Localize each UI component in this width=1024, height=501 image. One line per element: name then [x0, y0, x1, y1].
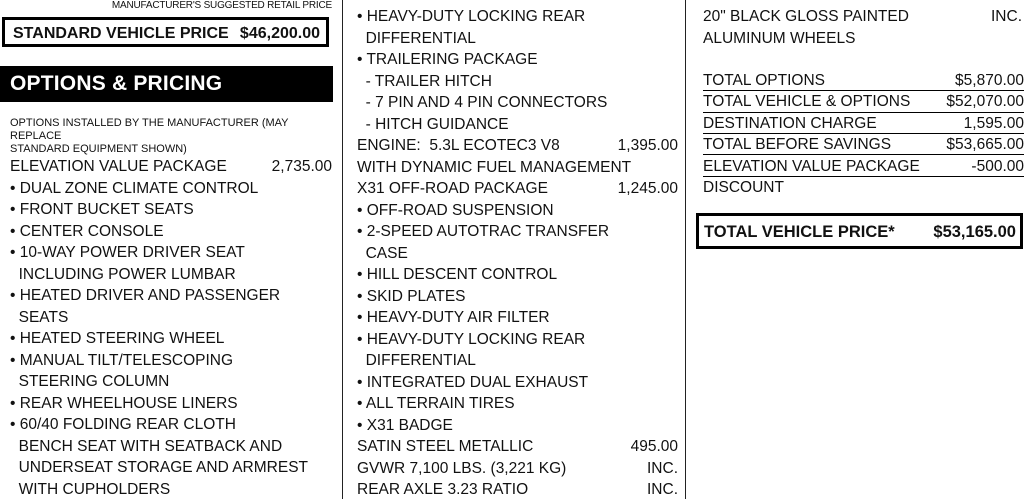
totals-row	[703, 113, 1024, 134]
option-line: • 10-WAY POWER DRIVER SEAT	[10, 244, 245, 261]
option-line: - 7 PIN AND 4 PIN CONNECTORS	[357, 94, 608, 111]
msrp-label: MANUFACTURER'S SUGGESTED RETAIL PRICE	[111, 0, 332, 11]
option-line: • OFF-ROAD SUSPENSION	[357, 201, 554, 219]
option-line: • INTEGRATED DUAL EXHAUST	[357, 373, 589, 391]
totals-row-value: $5,870.00	[955, 72, 1024, 89]
option-line: SEATS	[10, 308, 69, 326]
option-line: • SKID PLATES	[357, 287, 466, 305]
total-vehicle-price-box	[696, 213, 1023, 249]
option-line: CASE	[357, 244, 408, 262]
option-line: WITH CUPHOLDERS	[10, 480, 171, 498]
totals-row-label: TOTAL OPTIONS	[703, 72, 826, 89]
option-line: REAR AXLE 3.23 RATIO	[357, 481, 529, 498]
option-line: • FRONT BUCKET SEATS	[10, 201, 194, 218]
options-pricing-banner	[0, 66, 333, 102]
standard-price-label: STANDARD VEHICLE PRICE	[13, 25, 229, 42]
option-line: • HEATED DRIVER AND PASSENGER	[10, 287, 281, 304]
option-line: BENCH SEAT WITH SEATBACK AND	[10, 437, 283, 455]
wheels-line: ALUMINUM WHEELS	[703, 29, 856, 47]
totals-row-value: -500.00	[971, 157, 1024, 175]
options-note	[10, 117, 342, 156]
wheels-line: 20" BLACK GLOSS PAINTED	[703, 8, 909, 25]
option-line: • DUAL ZONE CLIMATE CONTROL	[10, 179, 259, 197]
total-vehicle-price-label: TOTAL VEHICLE PRICE*	[704, 223, 895, 241]
option-line: • REAR WHEELHOUSE LINERS	[10, 394, 238, 412]
option-line: X31 OFF-ROAD PACKAGE	[357, 180, 548, 197]
option-line: • 2-SPEED AUTOTRAC TRANSFER	[357, 223, 610, 240]
standard-price-box	[2, 17, 329, 47]
standard-price-value: $46,200.00	[239, 25, 320, 42]
options-column-1	[0, 0, 343, 499]
options-note-line: OPTIONS INSTALLED BY THE MANUFACTURER (MAY REPLACE	[10, 117, 289, 142]
option-line: • X31 BADGE	[357, 416, 453, 434]
option-line: • HEAVY-DUTY LOCKING REAR	[357, 8, 586, 25]
wheels-amount: INC.	[991, 8, 1022, 25]
options-column-2	[343, 0, 686, 499]
totals-row	[703, 91, 1024, 112]
option-line: ENGINE: 5.3L ECOTEC3 V8	[357, 137, 560, 154]
totals-row	[703, 70, 1024, 91]
total-vehicle-price-value: $53,165.00	[933, 223, 1016, 241]
option-line: GVWR 7,100 LBS. (3,221 KG)	[357, 459, 567, 477]
option-amount: INC.	[647, 459, 678, 477]
options-pricing-title: OPTIONS & PRICING	[10, 72, 223, 95]
totals-row-value: $52,070.00	[946, 93, 1024, 111]
option-line: • TRAILERING PACKAGE	[357, 51, 538, 68]
option-line: UNDERSEAT STORAGE AND ARMREST	[10, 459, 309, 476]
option-amount: INC.	[647, 481, 678, 498]
option-amount: 1,395.00	[617, 137, 678, 154]
totals-row	[703, 134, 1024, 155]
option-line: DIFFERENTIAL	[357, 352, 476, 369]
option-line: INCLUDING POWER LUMBAR	[10, 265, 236, 283]
option-line: SATIN STEEL METALLIC	[357, 438, 534, 455]
totals-row	[703, 156, 1024, 177]
totals-row-label: TOTAL BEFORE SAVINGS	[703, 136, 892, 154]
totals-row-label: DESTINATION CHARGE	[703, 114, 877, 132]
option-amount: 2,735.00	[271, 158, 332, 175]
options-note-line: STANDARD EQUIPMENT SHOWN)	[10, 143, 187, 155]
totals-row-label: TOTAL VEHICLE & OPTIONS	[703, 93, 911, 111]
option-line: • MANUAL TILT/TELESCOPING	[10, 351, 234, 369]
totals-row-value: 1,595.00	[963, 114, 1024, 132]
option-line: • HEAVY-DUTY AIR FILTER	[357, 309, 550, 326]
option-line: - TRAILER HITCH	[357, 72, 492, 90]
option-line: • 60/40 FOLDING REAR CLOTH	[10, 416, 236, 433]
option-line: STEERING COLUMN	[10, 373, 170, 390]
option-line: • HILL DESCENT CONTROL	[357, 266, 558, 283]
option-line: • HEAVY-DUTY LOCKING REAR	[357, 330, 586, 348]
option-line: • HEATED STEERING WHEEL	[10, 330, 225, 347]
option-line: • ALL TERRAIN TIRES	[357, 395, 515, 412]
option-line: DIFFERENTIAL	[357, 29, 476, 47]
totals-row-label: ELEVATION VALUE PACKAGE	[703, 157, 920, 175]
option-line: - HITCH GUIDANCE	[357, 115, 509, 133]
option-line: ELEVATION VALUE PACKAGE	[10, 158, 227, 175]
totals-column	[686, 0, 1024, 499]
totals-row-value: $53,665.00	[946, 136, 1024, 154]
option-line: WITH DYNAMIC FUEL MANAGEMENT	[357, 158, 632, 176]
discount-label: DISCOUNT	[703, 179, 784, 196]
option-line: • CENTER CONSOLE	[10, 222, 164, 240]
option-amount: 495.00	[630, 438, 678, 455]
option-amount: 1,245.00	[617, 180, 678, 197]
